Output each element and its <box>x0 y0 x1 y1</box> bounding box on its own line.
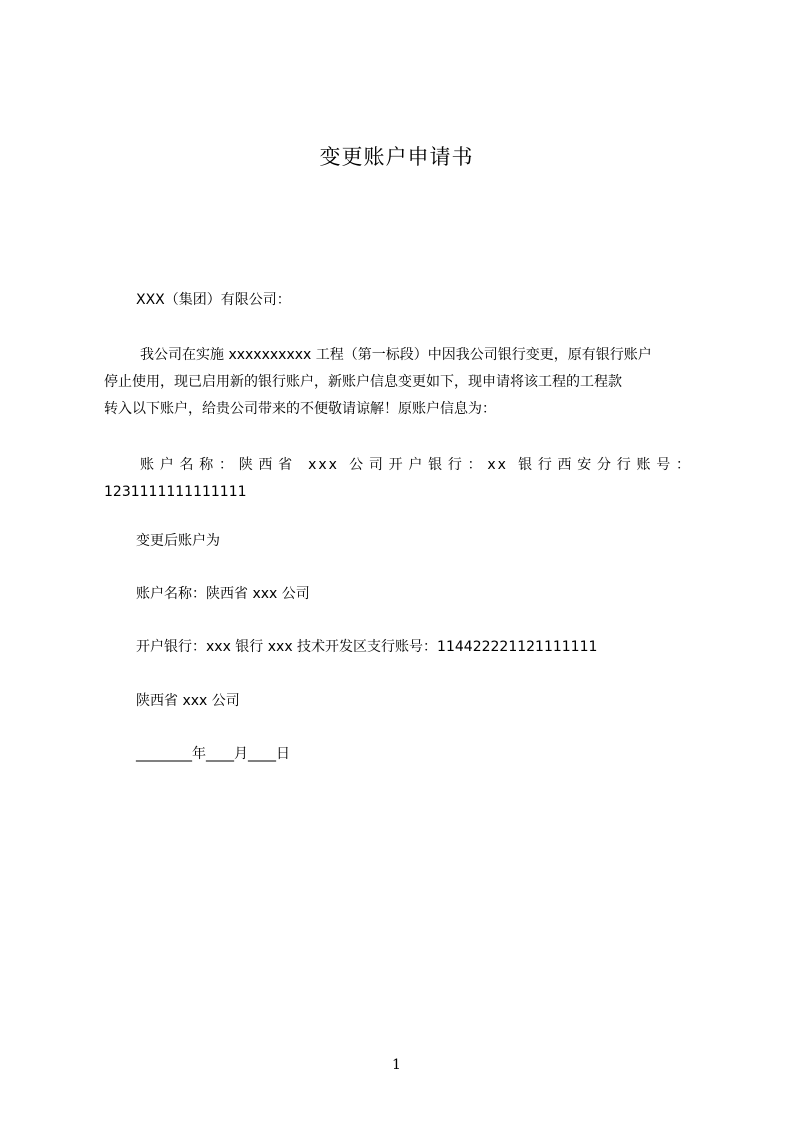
old-account-line-1: 账户名称：陕西省 xxx 公司开户银行：xx 银行西安分行账号： <box>140 457 692 473</box>
page-number: 1 <box>392 1057 401 1073</box>
salutation: XXX（集团）有限公司： <box>136 292 291 308</box>
body-line-3: 转入以下账户，给贵公司带来的不便敬请谅解！原账户信息为： <box>104 401 496 417</box>
body-line-2: 停止使用，现已启用新的银行账户，新账户信息变更如下，现申请将该工程的工程款 <box>104 374 622 390</box>
after-change-label: 变更后账户为 <box>136 533 220 549</box>
signature-date: ________年____月____日 <box>136 746 290 762</box>
new-account-bank: 开户银行：xxx 银行 xxx 技术开发区支行账号：114422221121111111 <box>136 639 598 655</box>
old-account-number: 1231111111111111 <box>104 484 247 500</box>
signature-company: 陕西省 xxx 公司 <box>136 693 240 709</box>
body-paragraph <box>104 342 714 423</box>
new-account-name: 账户名称：陕西省 xxx 公司 <box>136 586 310 602</box>
document-title: 变更账户申请书 <box>319 145 474 169</box>
body-line-1: 我公司在实施 xxxxxxxxxx 工程（第一标段）中因我公司银行变更，原有银行账户 <box>140 347 652 363</box>
old-account-info <box>104 452 692 506</box>
